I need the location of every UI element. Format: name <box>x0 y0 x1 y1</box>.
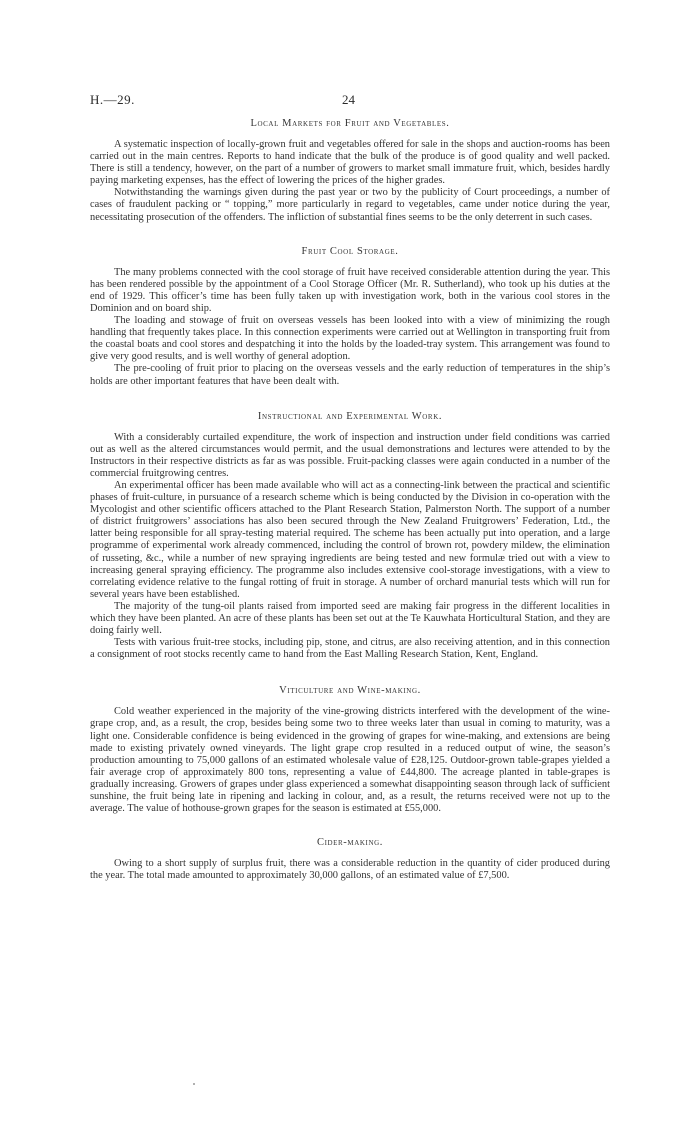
section-viticulture <box>90 685 610 815</box>
page-number: 24 <box>342 92 355 107</box>
section-fruit-cool-storage <box>90 246 610 388</box>
section-cider-making <box>90 837 610 882</box>
section-title: Local Markets for Fruit and Vegetables. <box>250 118 450 129</box>
paragraph: The many problems connected with the cool storage of fruit have received considerable attention during the year. This has been rendered possible by the appointment of a Cool Storage Officer (Mr. R. Sutherland), who took up his duties at the end of 1929. This officer’s time has been fully taken up with investigation work, both in the various cool stores in the Dominion and on board ship. <box>90 266 610 314</box>
report-reference: H.—29. <box>90 92 135 107</box>
page-body <box>90 118 610 904</box>
section-title: Cider-making. <box>316 837 384 849</box>
section-local-markets <box>90 118 610 224</box>
paragraph: The pre-cooling of fruit prior to placing on the overseas vessels and the early reduction of temperatures in the ship’s holds are other important features that have been dealt with. <box>90 363 610 387</box>
section-title: Viticulture and Wine-making. <box>279 685 421 697</box>
paragraph: An experimental officer has been made available who will act as a connecting-link between the practical and scientific phases of fruit-culture, in pursuance of a research scheme which is being conducted by the Division in co-operation with the Mycologist and other scientific officers attached to the Plant Research Station, Palmerston North. The support of a number of district fruitgrowers’ associations has also been secured through the New Zealand Fruitgrowers’ Federation, Ltd., the latter being responsible for all spray-testing material required. The scheme has been actually put into operation, and a large programme of experimental work already commenced, including the control of brown rot, powdery mildew, the elimination of russeting, &c., while a number of new spraying ingredients are being tested and new formulæ tried out with a view to increasing general spraying efficiency. The programme also includes extensive cool-storage investigations, with a view to correlating evidence relative to the fungal rotting of fruit in storage. A number of orchard manurial tests which will run for several years have been established. <box>90 479 610 600</box>
paragraph: The majority of the tung-oil plants raised from imported seed are making fair progress in the different localities in which they have been planted. An acre of these plants has been set out at the Te Kauwhata Horticultural Station, and they are doing fairly well. <box>90 600 610 637</box>
section-instructional-work <box>90 411 610 662</box>
paragraph: Cold weather experienced in the majority of the vine-growing districts interfered with the development of the wine-grape crop, and, as a result, the crop, besides being some two to three weeks later than usual in coming to maturity, was a light one. Considerable confidence is being evidenced in the growing of grapes for wine-making, and extensions are being made to existing privately owned vineyards. The light grape crop resulted in a reduced output of wine, the season’s production amounting to 75,000 gallons of an estimated wholesale value of £28,125. Outdoor-grown table-grapes yielded a fair average crop of approximately 800 tons, representing a value of £44,800. The acreage planted in table-grapes is gradually increasing. Growers of grapes under glass experienced a somewhat disappointing season through lack of sufficient sunshine, the fruit being late in ripening and lacking in colour, and, as a result, the returns received were not up to the average. The value of hothouse-grown grapes for the season is estimated at £55,000. <box>90 706 610 815</box>
section-title: Fruit Cool Storage. <box>301 245 399 257</box>
paragraph: A systematic inspection of locally-grown fruit and vegetables offered for sale in the shops and auction-rooms has been carried out in the main centres. Reports to hand indicate that the bulk of the produce is of good quality and well packed. There is still a tendency, however, on the part of a number of growers to market small immature fruit, which, besides hardly paying marketing expenses, has the effect of lowering the prices of the higher grades. <box>90 139 610 187</box>
paragraph: Notwithstanding the warnings given during the past year or two by the publicity of Court proceedings, a number of cases of fraudulent packing or “ topping,” more particularly in regard to vegetables, came under notice during the year, necessitating prosecution of the offenders. The infliction of substantial fines seems to be the only deterrent in such cases. <box>90 187 610 223</box>
print-speck <box>193 1083 195 1085</box>
paragraph: With a considerably curtailed expenditure, the work of inspection and instruction under field conditions was carried out as well as the altered circumstances would permit, and the usual demonstrations and lectures were attended to by the Instructors in their respective districts as far as was possible. Fruit-packing classes were again conducted in a number of the commercial fruitgrowing centres. <box>90 431 610 479</box>
paragraph: The loading and stowage of fruit on overseas vessels has been looked into with a view of minimizing the rough handling that frequently takes place. In this connection experiments were carried out at Wellington in transporting fruit from the coastal boats and cool stores and despatching it into the holds by the loaded-tray system. This arrangement was found to give very good results, and is well worthy of general adoption. <box>90 315 610 363</box>
paragraph: Owing to a short supply of surplus fruit, there was a considerable reduction in the quantity of cider produced during the year. The total made amounted to approximately 30,000 gallons, of an estimated value of £7,500. <box>90 858 610 882</box>
paragraph: Tests with various fruit-tree stocks, including pip, stone, and citrus, are also receiving attention, and in this connection a consignment of root stocks recently came to hand from the East Malling Research Station, Kent, England. <box>90 637 610 661</box>
section-title: Instructional and Experimental Work. <box>257 410 443 422</box>
